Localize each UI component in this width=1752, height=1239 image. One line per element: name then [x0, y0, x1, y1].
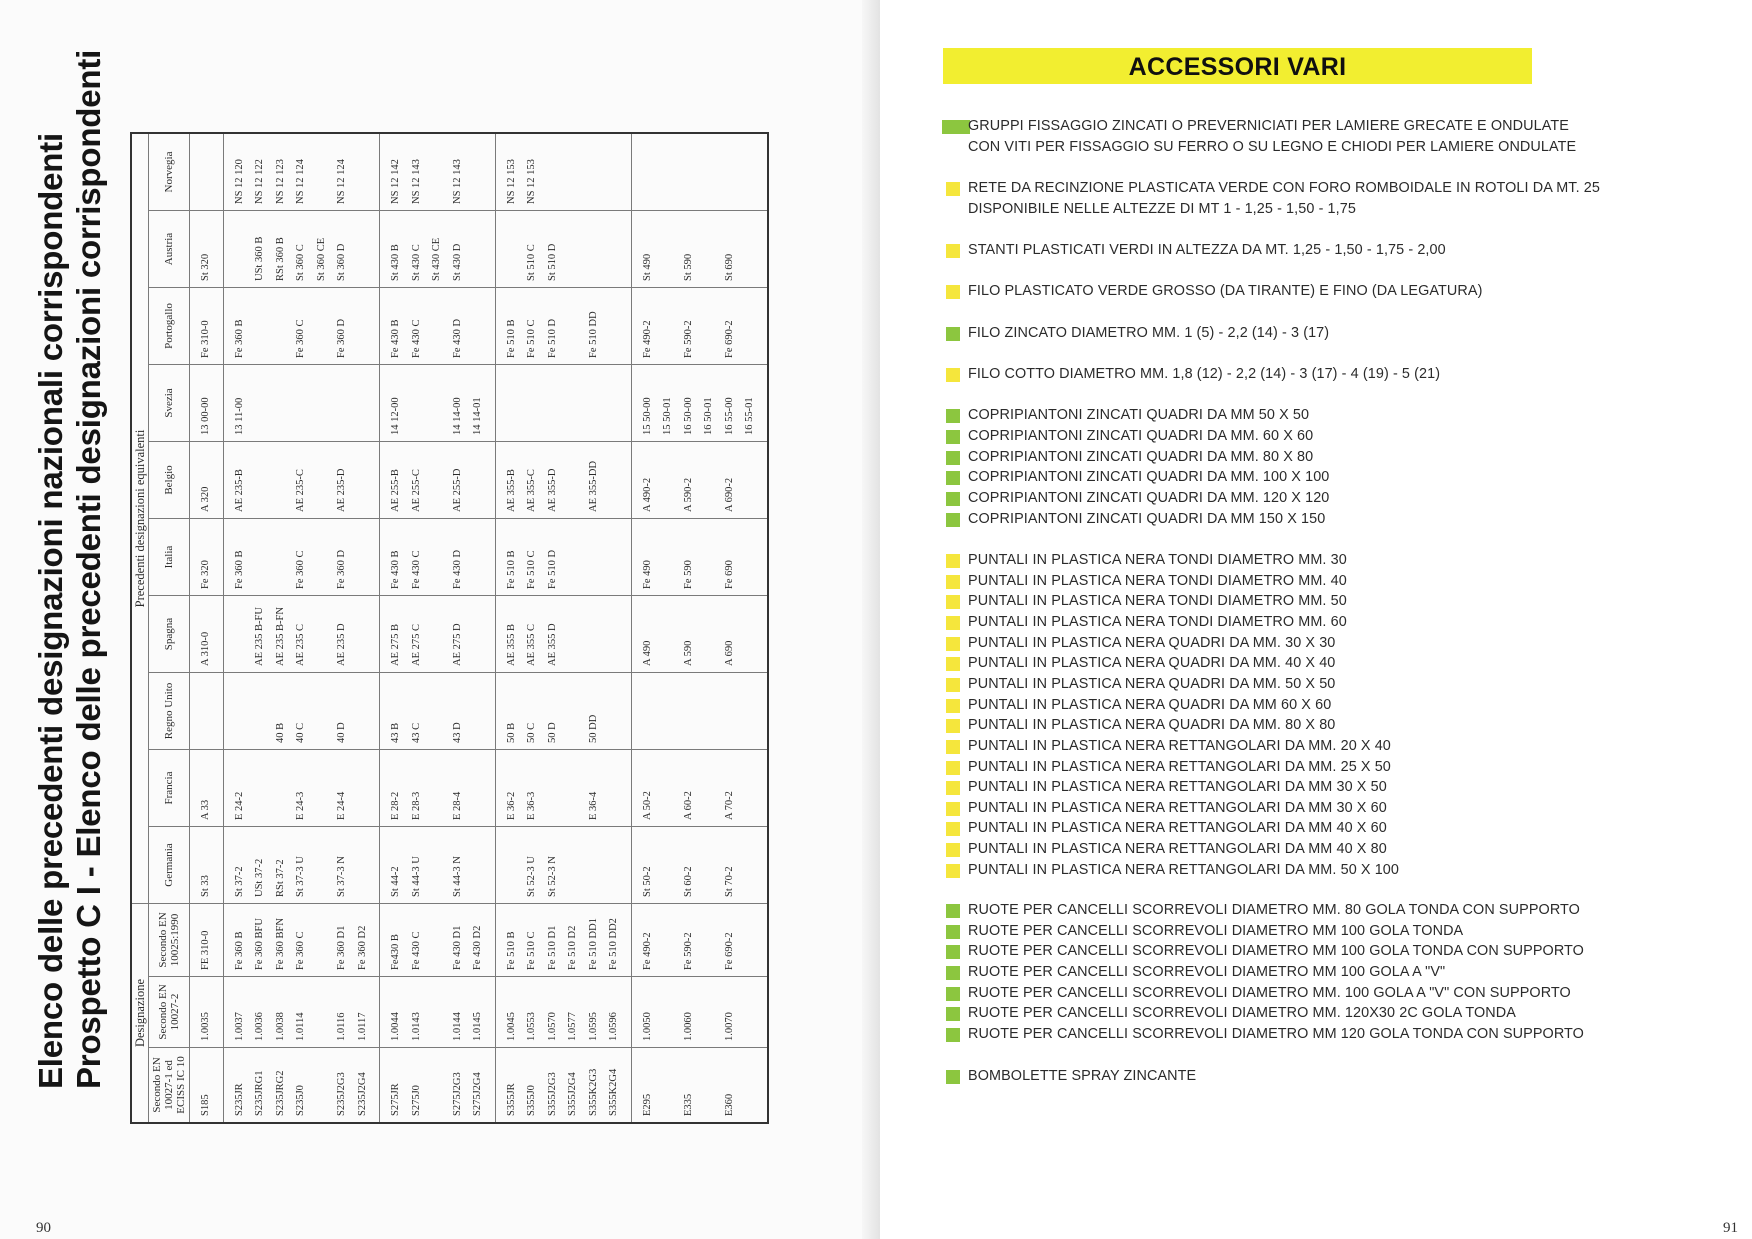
- cell-line: St 70-2: [723, 866, 735, 897]
- accessory-item-text: FILO PLASTICATO VERDE GROSSO (DA TIRANTE) E FINO (DA LEGATURA): [968, 283, 1483, 299]
- cell-line: S275JR: [390, 1083, 401, 1116]
- accessory-item-text: PUNTALI IN PLASTICA NERA RETTANGOLARI DA MM. 25 X 50: [968, 759, 1391, 775]
- bullet-square-icon: [946, 409, 960, 423]
- bullet-square-icon: [946, 802, 960, 816]
- bullet-square-icon: [946, 554, 960, 568]
- cell-line: 1.0035: [200, 1012, 211, 1041]
- cell-line: Fe 360 C: [295, 319, 306, 358]
- accessory-item-text: PUNTALI IN PLASTICA NERA RETTANGOLARI DA MM. 50 X 100: [968, 862, 1400, 878]
- bullet-square-icon: [946, 637, 960, 651]
- cell-line: 14 12-00: [390, 397, 401, 435]
- cell-line: AE 235 B-FU: [254, 607, 265, 666]
- cell-line: NS 12 143: [410, 159, 422, 204]
- bullet-square-icon: [946, 1028, 960, 1042]
- cell-line: Fe 360 B: [233, 319, 245, 358]
- cell-line: 50 B: [505, 722, 517, 743]
- accessory-item-text: PUNTALI IN PLASTICA NERA TONDI DIAMETRO MM. 50: [968, 593, 1347, 609]
- cell-line: 16 55-01: [744, 397, 755, 435]
- cell-line: Fe 430 C: [410, 319, 422, 358]
- cell-line: 50 D: [546, 722, 558, 743]
- cell-line: AE 255-D: [451, 468, 463, 512]
- cell-line: A 690: [723, 640, 735, 666]
- cell-line: Fe 510 D2: [567, 925, 578, 970]
- accessory-item-text: PUNTALI IN PLASTICA NERA RETTANGOLARI DA MM 40 X 60: [968, 820, 1387, 836]
- column-header: Italia: [149, 519, 190, 596]
- cell-line: E 36-3: [526, 791, 537, 820]
- cell-line: Fe 510 C: [526, 931, 537, 970]
- cell-line: St 360 D: [336, 243, 347, 281]
- cell-line: AE 355-DD: [587, 460, 599, 512]
- bullet-square-icon: [946, 513, 960, 527]
- accessory-item-text: RUOTE PER CANCELLI SCORREVOLI DIAMETRO MM 100 GOLA TONDA CON SUPPORTO: [968, 943, 1584, 959]
- bullet-square-icon: [946, 492, 960, 506]
- cell-line: Fe 360 D2: [356, 925, 368, 970]
- cell-line: AE 235 D: [336, 623, 347, 666]
- accessory-item-text: PUNTALI IN PLASTICA NERA TONDI DIAMETRO MM. 60: [968, 614, 1347, 630]
- cell-line: AE 255-B: [390, 469, 401, 512]
- bullet-square-icon: [946, 699, 960, 713]
- column-header: Francia: [149, 750, 190, 827]
- cell-line: RSt 37-2: [274, 859, 286, 897]
- cell-line: Fe 510 DD: [587, 311, 599, 358]
- column-header: Secondo EN 10025:1990: [149, 904, 190, 977]
- cell-line: E335: [682, 1093, 694, 1116]
- cell-line: Fe 490-2: [641, 320, 653, 358]
- cell-line: E 28-3: [410, 791, 422, 820]
- cell-line: Fe 490: [641, 560, 653, 589]
- cell-line: Fe 590: [682, 560, 694, 589]
- column-header: Regno Unito: [149, 673, 190, 750]
- accessory-item-text: COPRIPIANTONI ZINCATI QUADRI DA MM 150 X 150: [968, 511, 1326, 527]
- cell-line: 1.0117: [356, 1012, 368, 1041]
- cell-line: Fe 510 DD1: [587, 918, 599, 970]
- bullet-square-icon: [946, 843, 960, 857]
- bullet-square-icon: [946, 864, 960, 878]
- cell-line: E360: [723, 1093, 735, 1116]
- cell-line: St 52-3 N: [546, 856, 558, 897]
- cell-line: Fe 360 BFU: [254, 918, 265, 970]
- cell-line: 1.0060: [682, 1012, 694, 1041]
- bullet-square-icon: [946, 904, 960, 918]
- column-header: Spagna: [149, 596, 190, 673]
- cell-line: USt 37-2: [254, 858, 265, 897]
- cell-line: St 60-2: [682, 866, 694, 897]
- cell-line: AE 355 B: [505, 624, 517, 666]
- bullet-square-icon: [946, 657, 960, 671]
- cell-line: AE 235 B-FN: [274, 607, 286, 666]
- cell-line: Fe 430 B: [390, 319, 401, 358]
- cell-line: 50 DD: [587, 714, 599, 743]
- column-header: Secondo EN 10027-2: [149, 977, 190, 1048]
- cell-line: AE 275 C: [410, 624, 422, 666]
- cell-line: Fe 510 B: [505, 550, 517, 589]
- cell-line: 1.0044: [390, 1012, 401, 1041]
- cell-line: Fe 360 BFN: [274, 918, 286, 970]
- accessory-item-text: COPRIPIANTONI ZINCATI QUADRI DA MM. 120 X 120: [968, 490, 1330, 506]
- cell-line: Fe 590-2: [682, 932, 694, 970]
- accessory-item-text: PUNTALI IN PLASTICA NERA TONDI DIAMETRO MM. 30: [968, 552, 1347, 568]
- accessory-item-text: RUOTE PER CANCELLI SCORREVOLI DIAMETRO MM 100 GOLA A "V": [968, 964, 1446, 980]
- group-header-designazione: Designazione: [131, 904, 149, 1124]
- cell-line: 1.0114: [295, 1012, 306, 1041]
- accessory-item-text: COPRIPIANTONI ZINCATI QUADRI DA MM. 60 X 60: [968, 428, 1314, 444]
- cell-line: 1.0050: [641, 1012, 653, 1041]
- accessory-item-text: GRUPPI FISSAGGIO ZINCATI O PREVERNICIATI PER LAMIERE GRECATE E ONDULATE: [968, 118, 1569, 134]
- bullet-square-icon: [946, 182, 960, 196]
- cell-line: S355K2G4: [608, 1068, 619, 1116]
- bullet-square-icon: [946, 719, 960, 733]
- cell-line: 15 50-00: [641, 397, 653, 435]
- title-line-1: Elenco delle precedenti designazioni nazionali corrispondenti: [32, 133, 69, 1089]
- cell-line: 43 B: [390, 722, 401, 743]
- cell-line: FE 310-0: [200, 930, 211, 970]
- cell-line: S235JRG1: [254, 1070, 265, 1116]
- column-header: Norvegia: [149, 133, 190, 211]
- cell-line: S185: [200, 1094, 211, 1116]
- cell-line: 14 14-00: [451, 397, 463, 435]
- accessory-item-text: COPRIPIANTONI ZINCATI QUADRI DA MM 50 X 50: [968, 407, 1310, 423]
- cell-line: Fe 360 D1: [336, 925, 347, 970]
- cell-line: S235JR: [233, 1083, 245, 1116]
- cell-line: A 490-2: [641, 477, 653, 512]
- cell-line: A 50-2: [641, 791, 653, 820]
- cell-line: S275J0: [410, 1085, 422, 1116]
- cell-line: AE 355-B: [505, 469, 517, 512]
- cell-line: NS 12 142: [390, 159, 401, 204]
- cell-line: 14 14-01: [472, 397, 483, 435]
- cell-line: E 28-2: [390, 791, 401, 820]
- bullet-square-icon: [946, 595, 960, 609]
- cell-line: Fe 490-2: [641, 932, 653, 970]
- cell-line: 43 D: [451, 722, 463, 743]
- cell-line: 40 C: [295, 722, 306, 743]
- cell-line: Fe 430 D: [451, 318, 463, 358]
- cell-line: 1.0036: [254, 1012, 265, 1041]
- accessory-item-text: FILO COTTO DIAMETRO MM. 1,8 (12) - 2,2 (14) - 3 (17) - 4 (19) - 5 (21): [968, 366, 1441, 382]
- cell-line: 1.0116: [336, 1012, 347, 1041]
- cell-line: USt 360 B: [254, 236, 265, 281]
- column-header: Belgio: [149, 442, 190, 519]
- accessory-item-text: COPRIPIANTONI ZINCATI QUADRI DA MM. 100 X 100: [968, 469, 1330, 485]
- cell-line: Fe 360 C: [295, 931, 306, 970]
- cell-line: St 37-2: [233, 866, 245, 897]
- page-number-right: 91: [1723, 1220, 1738, 1236]
- cell-line: Fe 430 C: [410, 931, 422, 970]
- accessory-item-text: PUNTALI IN PLASTICA NERA QUADRI DA MM. 50 X 50: [968, 676, 1336, 692]
- bullet-square-icon: [946, 471, 960, 485]
- cell-line: 1.0045: [505, 1012, 517, 1041]
- cell-line: 16 55-00: [723, 397, 735, 435]
- accessory-item-text: PUNTALI IN PLASTICA NERA QUADRI DA MM. 80 X 80: [968, 717, 1336, 733]
- accessory-item-text: BOMBOLETTE SPRAY ZINCANTE: [968, 1068, 1197, 1084]
- cell-line: St 360 C: [295, 244, 306, 281]
- cell-line: S235J0: [295, 1085, 306, 1116]
- bullet-square-icon: [946, 740, 960, 754]
- cell-line: E 24-3: [295, 791, 306, 820]
- cell-line: St 44-2: [390, 866, 401, 897]
- cell-line: NS 12 122: [254, 159, 265, 204]
- cell-line: Fe 430 C: [410, 550, 422, 589]
- cell-line: St 50-2: [641, 866, 653, 897]
- cell-line: NS 12 123: [274, 159, 286, 204]
- cell-line: 1.0570: [546, 1012, 558, 1041]
- accessory-item-text: PUNTALI IN PLASTICA NERA RETTANGOLARI DA MM 30 X 60: [968, 800, 1387, 816]
- cell-line: St 510 C: [526, 244, 537, 281]
- cell-line: AE 255-C: [410, 469, 422, 512]
- accessory-item-text: PUNTALI IN PLASTICA NERA RETTANGOLARI DA MM 30 X 50: [968, 779, 1387, 795]
- cell-line: 13 00-00: [200, 397, 211, 435]
- cell-line: E 36-2: [505, 791, 517, 820]
- column-header: Portogallo: [149, 288, 190, 365]
- bullet-square-icon: [946, 945, 960, 959]
- cell-line: NS 12 153: [526, 159, 537, 204]
- cell-line: A 320: [200, 486, 211, 512]
- cell-line: Fe 430 D1: [451, 925, 463, 970]
- cell-line: Fe 430 D: [451, 549, 463, 589]
- cell-line: 50 C: [526, 722, 537, 743]
- cell-line: AE 355 C: [526, 624, 537, 666]
- bullet-square-icon: [942, 120, 970, 134]
- cell-line: 15 50-01: [662, 397, 673, 435]
- cell-line: 1.0145: [472, 1012, 483, 1041]
- cell-line: S235J2G4: [356, 1072, 368, 1116]
- cell-line: E 24-4: [336, 791, 347, 820]
- accessory-item-text: STANTI PLASTICATI VERDI IN ALTEZZA DA MT. 1,25 - 1,50 - 1,75 - 2,00: [968, 242, 1446, 258]
- cell-line: St 44-3 N: [451, 856, 463, 897]
- cell-line: A 70-2: [723, 791, 735, 820]
- cell-line: St 490: [641, 253, 653, 281]
- column-header: Austria: [149, 211, 190, 288]
- cell-line: St 320: [200, 253, 211, 281]
- cell-line: S355J0: [526, 1085, 537, 1116]
- cell-line: 1.0577: [567, 1012, 578, 1041]
- accessory-item-text: COPRIPIANTONI ZINCATI QUADRI DA MM. 80 X 80: [968, 449, 1314, 465]
- cell-line: St 430 D: [451, 243, 463, 281]
- cell-line: Fe 690-2: [723, 320, 735, 358]
- cell-line: 40 D: [336, 722, 347, 743]
- bullet-square-icon: [946, 1007, 960, 1021]
- cell-line: S275J2G4: [472, 1072, 483, 1116]
- cell-line: 1.0596: [608, 1012, 619, 1041]
- cell-line: St 52-3 U: [526, 856, 537, 897]
- cell-line: S355J2G4: [567, 1072, 578, 1116]
- accessory-item-text: DISPONIBILE NELLE ALTEZZE DI MT 1 - 1,25 - 1,50 - 1,75: [968, 200, 1356, 217]
- cell-line: Fe 430 B: [390, 550, 401, 589]
- cell-line: Fe 510 B: [505, 319, 517, 358]
- cell-line: S355J2G3: [546, 1072, 558, 1116]
- cell-line: NS 12 124: [336, 159, 347, 204]
- group-header-equivalenti: Precedenti designazioni equivalenti: [131, 133, 149, 904]
- cell-line: A 310-0: [200, 631, 211, 666]
- cell-line: Fe 320: [200, 560, 211, 589]
- cell-line: NS 12 120: [233, 159, 245, 204]
- cell-line: 1.0595: [587, 1012, 599, 1041]
- cell-line: Fe 510 C: [526, 319, 537, 358]
- cell-line: Fe 510 D: [546, 549, 558, 589]
- cell-line: 1.0037: [233, 1012, 245, 1041]
- cell-line: S355K2G3: [587, 1068, 599, 1116]
- cell-line: St 430 B: [390, 244, 401, 281]
- column-header: Svezia: [149, 365, 190, 442]
- cell-line: 13 11-00: [233, 397, 245, 435]
- bullet-square-icon: [946, 368, 960, 382]
- cell-line: NS 12 153: [505, 159, 517, 204]
- bullet-square-icon: [946, 966, 960, 980]
- cell-line: Fe 360 D: [336, 318, 347, 358]
- cell-line: Fe 590-2: [682, 320, 694, 358]
- cell-line: Fe430 B: [390, 934, 401, 970]
- cell-line: E 36-4: [587, 791, 599, 820]
- cell-line: St 37-3 U: [295, 856, 306, 897]
- column-header: Germania: [149, 827, 190, 904]
- accessory-item-text: PUNTALI IN PLASTICA NERA RETTANGOLARI DA MM 40 X 80: [968, 841, 1387, 857]
- accessory-item-text: PUNTALI IN PLASTICA NERA RETTANGOLARI DA MM. 20 X 40: [968, 738, 1391, 754]
- accessory-item-text: CON VITI PER FISSAGGIO SU FERRO O SU LEGNO E CHIODI PER LAMIERE ONDULATE: [968, 138, 1577, 155]
- accessory-item-text: PUNTALI IN PLASTICA NERA QUADRI DA MM. 40 X 40: [968, 655, 1336, 671]
- cell-line: 16 50-01: [703, 397, 714, 435]
- cell-line: 43 C: [410, 722, 422, 743]
- bullet-square-icon: [946, 616, 960, 630]
- cell-line: 1.0038: [274, 1012, 286, 1041]
- cell-line: A 490: [641, 640, 653, 666]
- cell-line: AE 355-D: [546, 468, 558, 512]
- cell-line: Fe 360 D: [336, 549, 347, 589]
- cell-line: Fe 430 D2: [472, 925, 483, 970]
- accessory-item-text: PUNTALI IN PLASTICA NERA TONDI DIAMETRO MM. 40: [968, 573, 1347, 589]
- cell-line: AE 235 C: [295, 624, 306, 666]
- cell-line: A 690-2: [723, 477, 735, 512]
- cell-line: Fe 360 B: [233, 550, 245, 589]
- cell-line: Fe 510 C: [526, 550, 537, 589]
- cell-line: 1.0070: [723, 1012, 735, 1041]
- cell-line: E 28-4: [451, 791, 463, 820]
- cell-line: AE 275 B: [390, 624, 401, 666]
- cell-line: AE 235-B: [233, 469, 245, 512]
- cell-line: AE 275 D: [451, 623, 463, 666]
- bullet-square-icon: [946, 781, 960, 795]
- cell-line: Fe 310-0: [200, 320, 211, 358]
- title-line-2: Prospetto C I - Elenco delle precedenti designazioni corrispondenti: [70, 49, 107, 1089]
- cell-line: Fe 690-2: [723, 932, 735, 970]
- cell-line: S275J2G3: [451, 1072, 463, 1116]
- cell-line: AE 355 D: [546, 623, 558, 666]
- cell-line: S355JR: [505, 1083, 517, 1116]
- accessory-item-text: RUOTE PER CANCELLI SCORREVOLI DIAMETRO MM 100 GOLA TONDA: [968, 923, 1464, 939]
- cell-line: St 590: [682, 253, 694, 281]
- cell-line: A 60-2: [682, 791, 694, 820]
- bullet-square-icon: [946, 822, 960, 836]
- bullet-square-icon: [946, 451, 960, 465]
- cell-line: RSt 360 B: [274, 237, 286, 281]
- cell-line: 40 B: [274, 722, 286, 743]
- cell-line: Fe 510 D1: [546, 925, 558, 970]
- cell-line: St 510 D: [546, 243, 558, 281]
- cell-line: Fe 510 DD2: [608, 918, 619, 970]
- bullet-square-icon: [946, 761, 960, 775]
- bullet-square-icon: [946, 575, 960, 589]
- accessory-item-text: RUOTE PER CANCELLI SCORREVOLI DIAMETRO MM. 100 GOLA A "V" CON SUPPORTO: [968, 985, 1571, 1001]
- cell-line: Fe 510 D: [546, 318, 558, 358]
- bullet-square-icon: [946, 244, 960, 258]
- cell-line: Fe 510 B: [505, 931, 517, 970]
- cell-line: E295: [641, 1093, 653, 1116]
- cell-line: St 37-3 N: [336, 856, 347, 897]
- page-number-left: 90: [36, 1220, 51, 1236]
- accessory-item-text: PUNTALI IN PLASTICA NERA QUADRI DA MM 60 X 60: [968, 697, 1332, 713]
- bullet-square-icon: [946, 285, 960, 299]
- cell-line: 16 50-00: [682, 397, 694, 435]
- accessory-item-text: RUOTE PER CANCELLI SCORREVOLI DIAMETRO MM 120 GOLA TONDA CON SUPPORTO: [968, 1026, 1584, 1042]
- cell-line: 1.0143: [410, 1012, 422, 1041]
- bullet-square-icon: [946, 678, 960, 692]
- cell-line: A 33: [200, 799, 211, 820]
- cell-line: A 590-2: [682, 477, 694, 512]
- cell-line: AE 235-C: [295, 469, 306, 512]
- cell-line: Fe 360 C: [295, 550, 306, 589]
- cell-line: St 44-3 U: [410, 856, 422, 897]
- cell-line: AE 355-C: [526, 469, 537, 512]
- cell-line: E 24-2: [233, 791, 245, 820]
- accessory-item-text: RETE DA RECINZIONE PLASTICATA VERDE CON FORO ROMBOIDALE IN ROTOLI DA MT. 25: [968, 180, 1601, 196]
- cell-line: Fe 360 B: [233, 931, 245, 970]
- accessory-item-text: RUOTE PER CANCELLI SCORREVOLI DIAMETRO MM. 80 GOLA TONDA CON SUPPORTO: [968, 902, 1580, 918]
- bullet-square-icon: [946, 327, 960, 341]
- cell-line: St 690: [723, 253, 735, 281]
- cell-line: 1.0144: [451, 1012, 463, 1041]
- cell-line: St 360 CE: [315, 237, 327, 281]
- bullet-square-icon: [946, 925, 960, 939]
- bullet-square-icon: [946, 1070, 960, 1084]
- page-title: ACCESSORI VARI: [1128, 53, 1347, 81]
- accessory-item-text: FILO ZINCATO DIAMETRO MM. 1 (5) - 2,2 (14) - 3 (17): [968, 325, 1330, 341]
- cell-line: S235J2G3: [336, 1072, 347, 1116]
- bullet-square-icon: [946, 430, 960, 444]
- cell-line: NS 12 143: [451, 159, 463, 204]
- cell-line: Fe 690: [723, 560, 735, 589]
- cell-line: St 430 CE: [431, 237, 442, 281]
- cell-line: St 33: [200, 875, 211, 897]
- accessory-item-text: PUNTALI IN PLASTICA NERA QUADRI DA MM. 30 X 30: [968, 635, 1336, 651]
- cell-line: NS 12 124: [295, 159, 306, 204]
- bullet-square-icon: [946, 987, 960, 1001]
- cell-line: 1.0553: [526, 1012, 537, 1041]
- cell-line: St 430 C: [410, 244, 422, 281]
- cell-line: A 590: [682, 640, 694, 666]
- cell-line: AE 235-D: [336, 468, 347, 512]
- column-header: Secondo EN 10027-1 ed ECISS IC 10: [149, 1048, 190, 1124]
- cell-line: S235JRG2: [274, 1070, 286, 1116]
- accessory-item-text: RUOTE PER CANCELLI SCORREVOLI DIAMETRO MM. 120X30 2C GOLA TONDA: [968, 1005, 1516, 1021]
